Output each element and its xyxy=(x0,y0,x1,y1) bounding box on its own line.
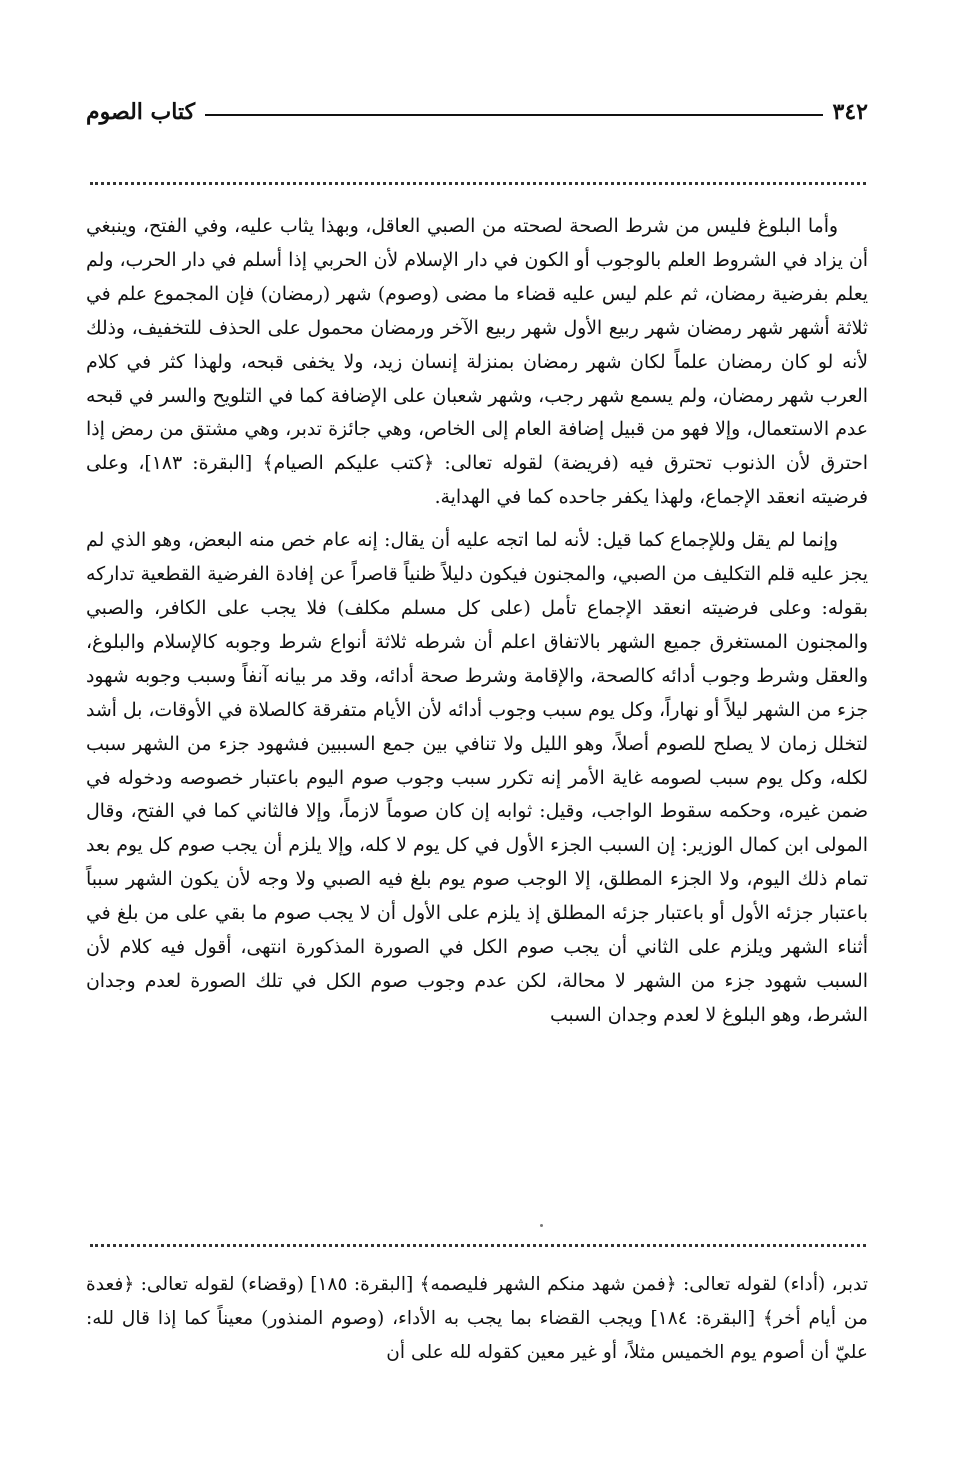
page-number: ٣٤٢ xyxy=(832,99,868,125)
header-rule xyxy=(205,114,822,116)
page-header xyxy=(86,92,868,132)
paragraph: وإنما لم يقل وللإجماع كما قيل: لأنه لما اتجه عليه أن يقال: إنه عام خص منه البعض، وهو الذي لم يجز عليه قلم التكليف من الصبي، والمجنون فيكون دليلاً ظنياً قاصراً عن إفادة الفرضية القطعية تداركه بقوله: وعلى فرضيته انعقد الإجماع تأمل (على كل مسلم مكلف) فلا يجب على الكافر، والصبي والمجنون المستغرق جميع الشهر بالاتفاق اعلم أن شرطه ثلاثة أنواع شرط وجوبه كالإسلام والبلوغ، والعقل وشرط وجوب أدائه كالصحة، والإقامة وشرط صحة أدائه، وقد مر بيانه آنفاً وسبب وجوبه شهود جزء من الشهر ليلاً أو نهاراً، وكل يوم سبب وجوب أدائه لأن الأيام متفرقة كالصلاة في الأوقات، بل أشد لتخلل زمان لا يصلح للصوم أصلاً، وهو الليل ولا تنافي بين جمع السببين فشهود جزء من الشهر سبب لكله، وكل يوم سبب لصومه غاية الأمر إنه تكرر سبب وجوب صوم اليوم باعتبار خصوصه ودخوله في ضمن غيره، وحكمه سقوط الواجب، وقيل: ثوابه إن كان صوماً لازماً، وإلا فالثاني كما في الفتح، وقال المولى ابن كمال الوزير: إن السبب الجزء الأول في كل يوم لا كله، وإلا يلزم أن يجب صوم كل يوم بعد تمام ذلك اليوم، ولا الجزء المطلق، إلا الوجب صوم يوم بلغ فيه الصبي ولا وجه لأن يكون الشهر سبباً باعتبار جزئه الأول أو باعتبار جزئه المطلق إذ يلزم على الأول أن لا يجب صوم ما بقي على من بلغ في أثناء الشهر ويلزم على الثاني أن يجب صوم الكل في الصورة المذكورة انتهى، أقول فيه كلام لأن السبب شهود جزء من الشهر لا محالة، لكن عدم وجوب صوم الكل في تلك الصورة لعدم وجدان الشرط، وهو البلوغ لا لعدم وجدان السبب xyxy=(86,530,868,1026)
footnote-paragraph: تدبر، (أداء) لقوله تعالى: ﴿فمن شهد منكم الشهر فليصمه﴾ [البقرة: ١٨٥] (وقضاء) لقوله تعالى: ﴿فعدة من أيام أخر﴾ [البقرة: ١٨٤] ويجب القضاء بما يجب به الأداء، (وصوم المنذور) معيناً كما إذا قال لله: عليّ أن أصوم يوم الخميس مثلاً، أو غير معين كقوله لله على أن xyxy=(86,1274,868,1363)
footnote-dotted-separator xyxy=(90,1244,866,1247)
scan-speck xyxy=(540,1224,543,1227)
main-text xyxy=(86,210,868,1033)
paragraph: وأما البلوغ فليس من شرط الصحة لصحته من الصبي العاقل، وبهذا يثاب عليه، وفي الفتح، وينبغي أن يزاد في الشروط العلم بالوجوب أو الكون في دار الإسلام لأن الحربي إذا أسلم في دار الحرب، ولم يعلم بفرضية رمضان، ثم علم ليس عليه قضاء ما مضى (وصوم) شهر (رمضان) فإن المجموع علم في ثلاثة أشهر شهر رمضان شهر ربيع الأول شهر ربيع الآخر ورمضان محمول على الحذف للتخفيف، وذلك لأنه لو كان رمضان علماً لكان شهر رمضان بمنزلة إنسان زيد، ولا يخفى قبحه، ولهذا كثر في كلام العرب شهر رمضان، ولم يسمع شهر رجب، وشهر شعبان على الإضافة كما في التلويح والسر في قبحه عدم الاستعمال، وإلا فهو من قبيل إضافة العام إلى الخاص، وهي جائزة تدبر، وهي مشتق من رمض إذا احترق لأن الذنوب تحترق فيه (فريضة) لقوله تعالى: ﴿كتب عليكم الصيام﴾ [البقرة: ١٨٣]، وعلى فرضيته انعقد الإجماع، ولهذا يكفر جاحده كما في الهداية. xyxy=(86,216,868,509)
top-dotted-separator xyxy=(90,182,866,185)
book-title: كتاب الصوم xyxy=(86,99,196,125)
footnote-text xyxy=(86,1268,868,1370)
